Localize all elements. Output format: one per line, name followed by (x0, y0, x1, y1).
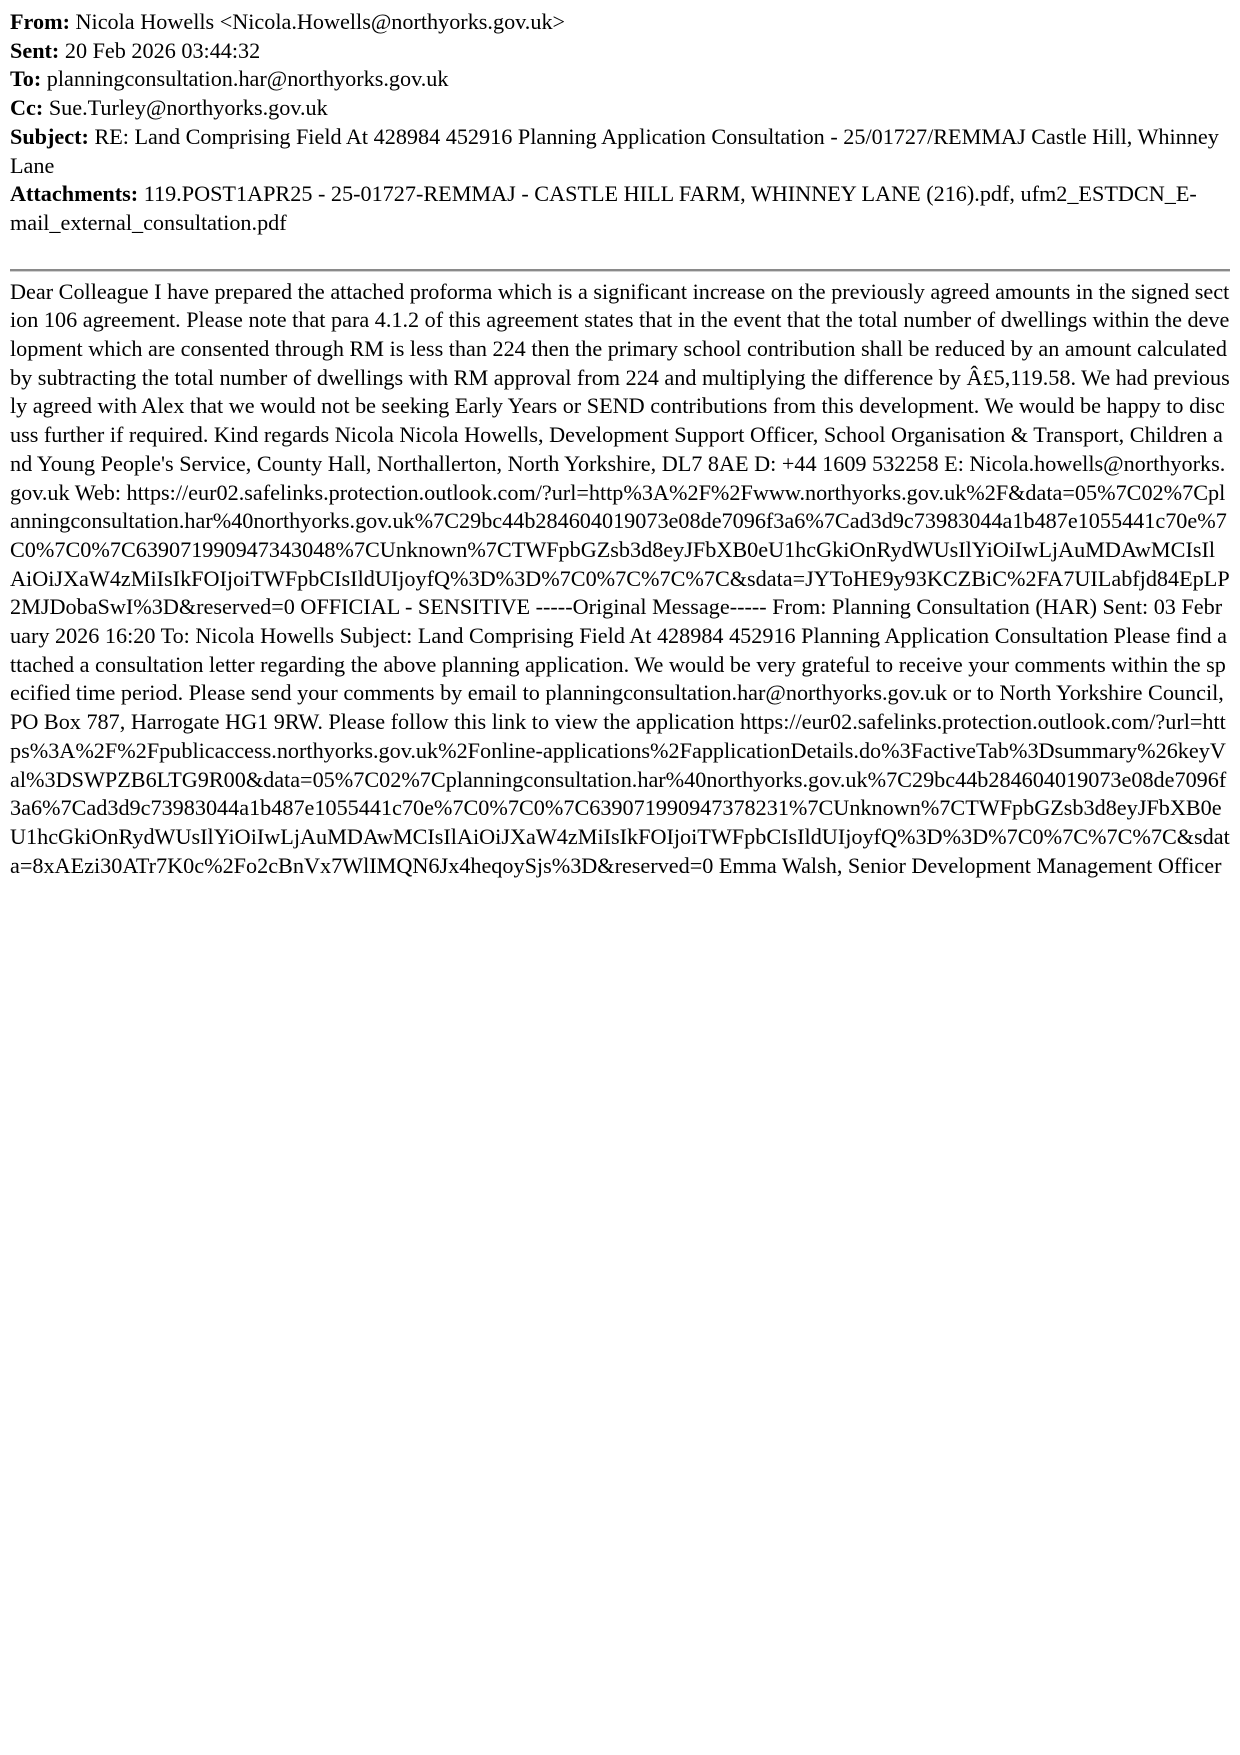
to-label: To: (10, 66, 42, 92)
cc-value: Sue.Turley@northyorks.gov.uk (48, 95, 328, 121)
from-label: From: (10, 9, 70, 34)
from-row (10, 8, 1232, 37)
attachments-value: 119.POST1APR25 - 25-01727-REMMAJ - CASTLE HILL FARM, WHINNEY LANE (216).pdf, ufm2_ESTDCN_E-mail_external_consultation.pdf (10, 181, 1197, 235)
from-value: Nicola Howells <Nicola.Howells@northyorks.gov.uk> (75, 9, 566, 34)
email-document (10, 8, 1232, 880)
sent-value: 20 Feb 2026 03:44:32 (64, 37, 261, 63)
cc-row (10, 94, 1232, 123)
cc-label: Cc: (10, 95, 44, 121)
email-body: Dear Colleague I have prepared the attached proforma which is a significant increase on the previously agreed amounts in the signed section 106 agreement. Please note that para 4.1.2 of this agreement states that in the event that the total number of dwellings within the development which are consented through RM is less than 224 then the primary school contribution shall be reduced by an amount calculated by subtracting the total number of dwellings with RM approval from 224 and multiplying the difference by Â£5,119.58. We had previously agreed with Alex that we would not be seeking Early Years or SEND contributions from this development. We would be happy to discuss further if required. Kind regards Nicola Nicola Howells, Development Support Officer, School Organisation & Transport, Children and Young People's Service, County Hall, Northallerton, North Yorkshire, DL7 8AE D: +44 1609 532258 E: Nicola.howells@northyorks.gov.uk Web: https://eur02.safelinks.protection.outlook.com/?url=http%3A%2F%2Fwww.northyorks.gov.uk%2F&data=05%7C02%7Cplanningconsultation.har%40northyorks.gov.uk%7C29bc44b284604019073e08de7096f3a6%7Cad3d9c73983044a1b487e1055441c70e%7C0%7C0%7C639071990947343048%7CUnknown%7CTWFpbGZsb3d8eyJFbXB0eU1hcGkiOnRydWUsIlYiOiIwLjAuMDAwMCIsIlAiOiJXaW4zMiIsIkFOIjoiTWFpbCIsIldUIjoyfQ%3D%3D%7C0%7C%7C%7C&sdata=JYToHE9y93KCZBiC%2FA7UILabfjd84EpLP2MJDobaSwI%3D&reserved=0 OFFICIAL - SENSITIVE -----Original Message----- From: Planning Consultation (HAR) Sent: 03 February 2026 16:20 To: Nicola Howells Subject: Land Comprising Field At 428984 452916 Planning Application Consultation Please find attached a consultation letter regarding the above planning application. We would be very grateful to receive your comments within the specified time period. Please send your comments by email to planningconsultation.har@northyorks.gov.uk or to North Yorkshire Council, PO Box 787, Harrogate HG1 9RW. Please follow this link to view the application https://eur02.safelinks.protection.outlook.com/?url=https%3A%2F%2Fpublicaccess.northyorks.gov.uk%2Fonline-applications%2FapplicationDetails.do%3FactiveTab%3Dsummary%26keyVal%3DSWPZB6LTG9R00&data=05%7C02%7Cplanningconsultation.har%40northyorks.gov.uk%7C29bc44b284604019073e08de7096f3a6%7Cad3d9c73983044a1b487e1055441c70e%7C0%7C0%7C639071990947378231%7CUnknown%7CTWFpbGZsb3d8eyJFbXB0eU1hcGkiOnRydWUsIlYiOiIwLjAuMDAwMCIsIlAiOiJXaW4zMiIsIkFOIjoiTWFpbCIsIldUIjoyfQ%3D%3D%7C0%7C%7C%7C&sdata=8xAEzi30ATr7K0c%2Fo2cBnVx7WlIMQN6Jx4heqoySjs%3D&reserved=0 Emma Walsh, Senior Development Management Officer (10, 278, 1230, 878)
subject-value: RE: Land Comprising Field At 428984 452916 Planning Application Consultation - 25/01727/REMMAJ Castle Hill, Whinney Lane (10, 123, 1219, 178)
attachments-label: Attachments: (10, 181, 139, 207)
sent-label: Sent: (10, 37, 60, 63)
to-value: planningconsultation.har@northyorks.gov.uk (46, 66, 449, 92)
email-header (10, 8, 1232, 238)
header-divider (10, 269, 1230, 272)
to-row (10, 65, 1232, 94)
subject-label: Subject: (10, 123, 89, 149)
sent-row (10, 37, 1232, 66)
attachments-row (10, 180, 1232, 237)
subject-row (10, 123, 1232, 180)
